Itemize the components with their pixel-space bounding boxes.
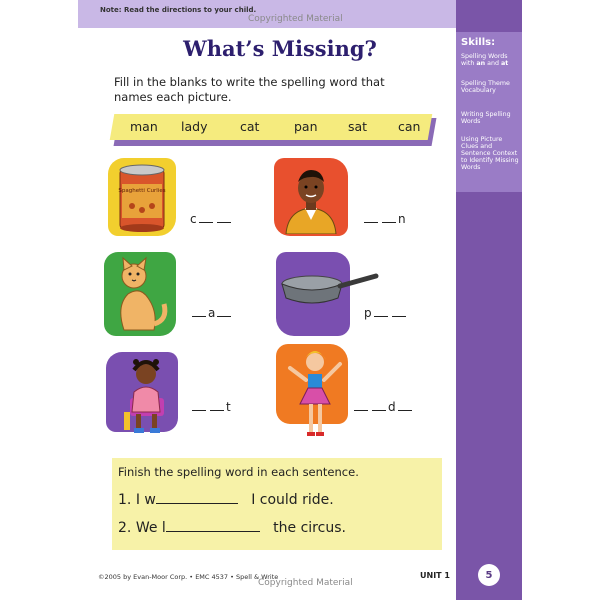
lady-icon bbox=[282, 346, 348, 442]
word-bank-item: cat bbox=[240, 119, 260, 134]
sentence-2: 2. We l the circus. bbox=[118, 520, 346, 536]
watermark-bottom: Copyrighted Material bbox=[258, 578, 353, 588]
unit-label: UNIT 1 bbox=[420, 571, 450, 580]
spaghetti-can-icon bbox=[114, 162, 170, 234]
word-bank bbox=[110, 114, 433, 140]
cat-icon bbox=[110, 254, 170, 334]
can-label: Spaghetti Curlies bbox=[118, 188, 166, 194]
parent-note: Note: Read the directions to your child. bbox=[100, 6, 257, 14]
skill-item-1: Spelling Words with an and at bbox=[461, 53, 509, 67]
skills-title: Skills: bbox=[461, 37, 496, 48]
watermark-top: Copyrighted Material bbox=[248, 14, 343, 24]
blank-t: t bbox=[190, 400, 231, 414]
blank-p: p bbox=[364, 306, 408, 320]
instructions: Fill in the blanks to write the spelling word that names each picture. bbox=[114, 75, 385, 104]
blank-c: c bbox=[190, 212, 233, 226]
page-number: 5 bbox=[478, 564, 500, 586]
copyright-footer: ©2005 by Evan-Moor Corp. • EMC 4537 • Spell & Write bbox=[98, 573, 279, 581]
skill-item-4: Using Picture Clues and Sentence Context to Identify Missing Words bbox=[461, 136, 519, 171]
page-title: What’s Missing? bbox=[183, 36, 377, 61]
word-bank-item: man bbox=[130, 119, 158, 134]
blank-a: a bbox=[190, 306, 233, 320]
man-icon bbox=[278, 160, 344, 234]
sentence-1: 1. I w I could ride. bbox=[118, 492, 334, 508]
word-bank-item: sat bbox=[348, 119, 368, 134]
sitting-girl-icon bbox=[116, 352, 176, 438]
word-bank-item: can bbox=[398, 119, 421, 134]
sentence-instructions: Finish the spelling word in each sentence. bbox=[118, 465, 359, 479]
skill-item-2: Spelling Theme Vocabulary bbox=[461, 80, 510, 94]
blank-d: d bbox=[352, 400, 414, 414]
skill-item-3: Writing Spelling Words bbox=[461, 111, 511, 125]
word-bank-item: lady bbox=[181, 119, 208, 134]
blank-n: n bbox=[362, 212, 406, 226]
word-bank-item: pan bbox=[294, 119, 318, 134]
